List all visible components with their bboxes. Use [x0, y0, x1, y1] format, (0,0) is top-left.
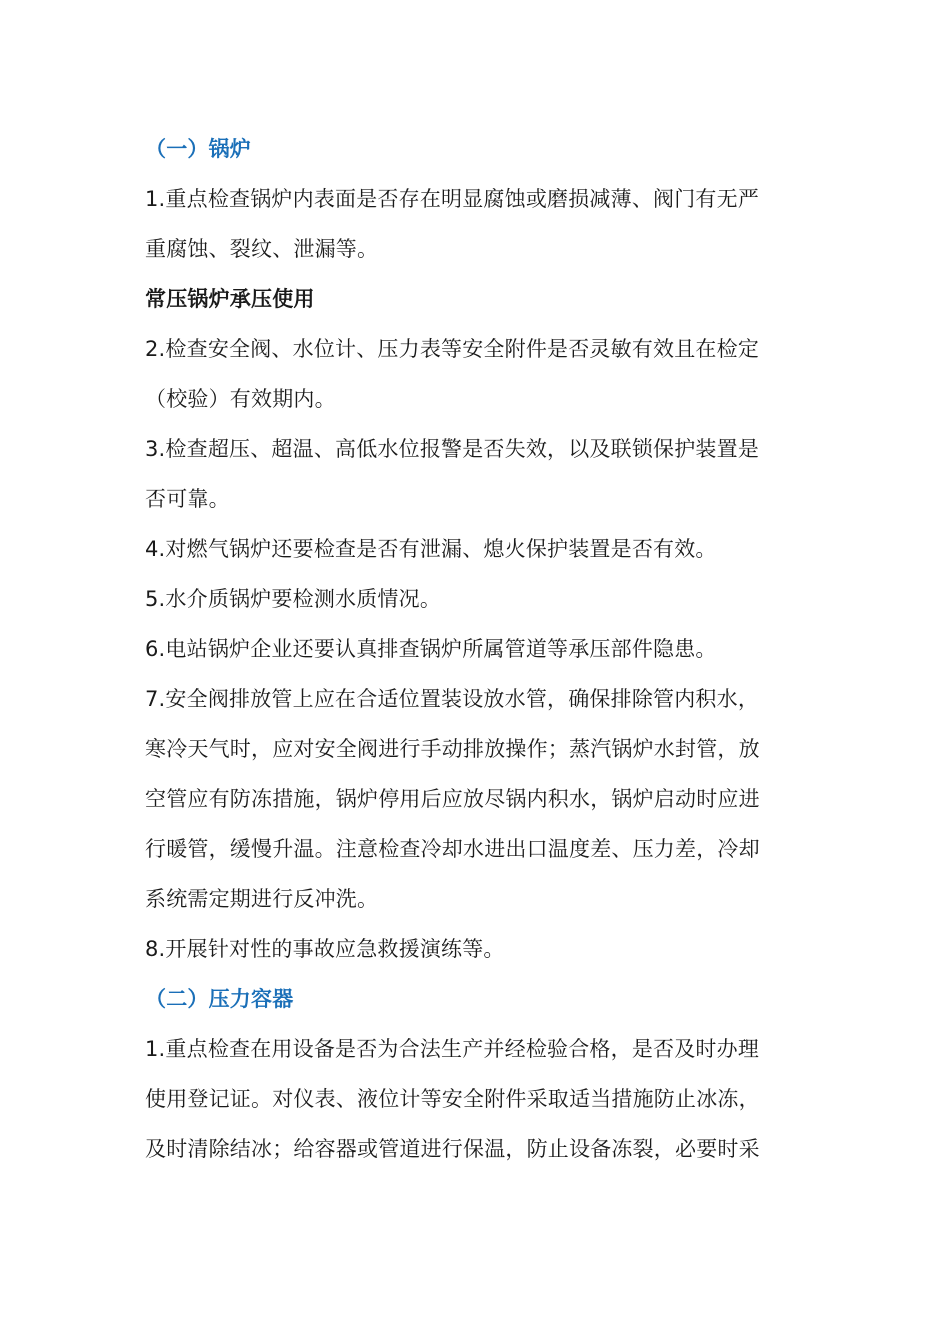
paragraph-line: 8.开展针对性的事故应急救援演练等。: [145, 937, 505, 961]
paragraph-line: 1.重点检查锅炉内表面是否存在明显腐蚀或磨损减薄、阀门有无严: [145, 187, 760, 211]
section-heading-boiler: （一）锅炉: [145, 137, 251, 161]
paragraph-line: 4.对燃气锅炉还要检查是否有泄漏、熄火保护装置是否有效。: [145, 537, 717, 561]
subheading-atmospheric-boiler: 常压锅炉承压使用: [145, 287, 315, 311]
document-content: [145, 124, 800, 1174]
paragraph-line: 寒冷天气时，应对安全阀进行手动排放操作；蒸汽锅炉水封管，放: [145, 737, 760, 761]
paragraph-line: 2.检查安全阀、水位计、压力表等安全附件是否灵敏有效且在检定: [145, 337, 760, 361]
paragraph-line: 使用登记证。对仪表、液位计等安全附件采取适当措施防止冰冻，: [145, 1087, 760, 1111]
paragraph-line: 及时清除结冰；给容器或管道进行保温，防止设备冻裂，必要时采: [145, 1137, 760, 1161]
paragraph-line: 7.安全阀排放管上应在合适位置装设放水管，确保排除管内积水，: [145, 687, 760, 711]
paragraph-line: 3.检查超压、超温、高低水位报警是否失效，以及联锁保护装置是: [145, 437, 760, 461]
paragraph-line: 重腐蚀、裂纹、泄漏等。: [145, 237, 379, 261]
paragraph-line: 行暖管，缓慢升温。注意检查冷却水进出口温度差、压力差，冷却: [145, 837, 760, 861]
paragraph-line: 系统需定期进行反冲洗。: [145, 887, 379, 911]
paragraph-line: 5.水介质锅炉要检测水质情况。: [145, 587, 442, 611]
paragraph-line: 否可靠。: [145, 487, 230, 511]
section-heading-pressure-vessel: （二）压力容器: [145, 987, 294, 1011]
paragraph-line: 6.电站锅炉企业还要认真排查锅炉所属管道等承压部件隐患。: [145, 637, 717, 661]
paragraph-line: 空管应有防冻措施，锅炉停用后应放尽锅内积水，锅炉启动时应进: [145, 787, 760, 811]
paragraph-line: （校验）有效期内。: [145, 387, 336, 411]
paragraph-line: 1.重点检查在用设备是否为合法生产并经检验合格，是否及时办理: [145, 1037, 760, 1061]
